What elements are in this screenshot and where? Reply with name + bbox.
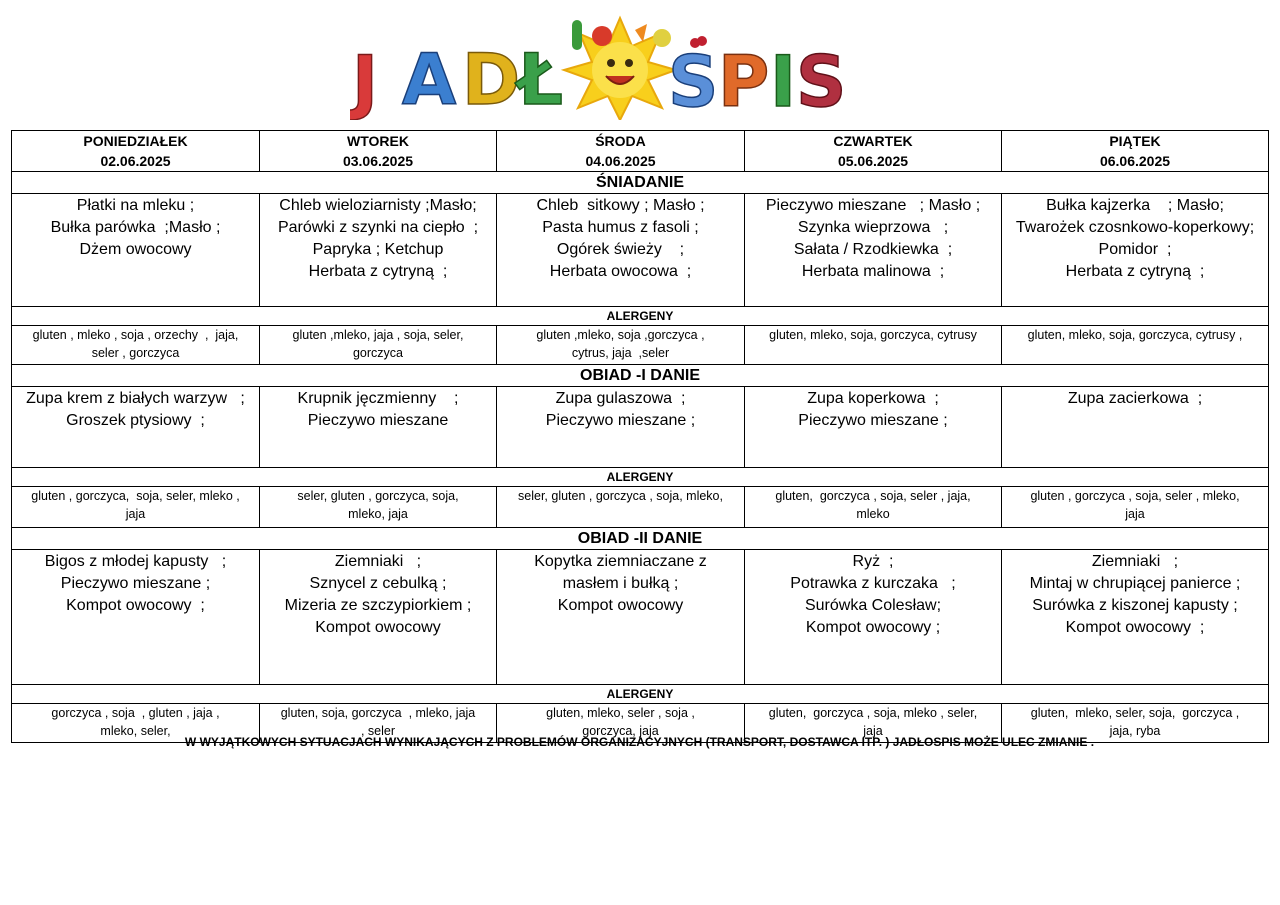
meals-row [12, 387, 1269, 468]
allergen-line: mleko, jaja [348, 507, 408, 521]
allergen-cell [260, 487, 497, 528]
section-title: ŚNIADANIE [12, 172, 1269, 194]
meal-line: Pasta humus z fasoli ; [542, 219, 699, 236]
day-name: PONIEDZIAŁEK [83, 133, 188, 149]
meal-line: Płatki na mleku ; [76, 197, 195, 214]
allergen-line: , seler [360, 724, 396, 738]
allergen-line: cytrus, jaja ,seler [571, 346, 670, 360]
allergen-line: jaja [1125, 507, 1145, 521]
allergen-line: gluten , mleko , soja , orzechy , jaja, [32, 328, 239, 342]
meal-line: Zupa zacierkowa ; [1067, 390, 1203, 407]
meal-cell [1002, 194, 1269, 307]
meals-row [12, 550, 1269, 685]
meal-line: Surówka Colesław; [804, 597, 942, 614]
meal-cell [260, 550, 497, 685]
day-header [260, 131, 497, 172]
allergen-cell [745, 326, 1002, 365]
day-name: PIĄTEK [1109, 133, 1161, 149]
allergen-line: gluten, soja, gorczyca , mleko, jaja [280, 706, 476, 720]
meal-line: Herbata z cytryną ; [308, 263, 448, 280]
allergen-line: gluten, mleko, soja, gorczyca, cytrusy , [1027, 328, 1243, 342]
day-header [1002, 131, 1269, 172]
meal-line: Pieczywo mieszane ; [798, 412, 948, 429]
footer-note: W WYJĄTKOWYCH SYTUACJACH WYNIKAJĄCYCH Z PROBLEMÓW ORGANIZACYJNYCH (TRANSPORT, DOSTAWCA ITP. ) JADŁOSPIS MOŻE ULEC ZMIANIE . [184, 735, 1095, 749]
day-date: 02.06.2025 [100, 153, 171, 169]
section-title: OBIAD -II DANIE [12, 528, 1269, 550]
day-date: 05.06.2025 [837, 153, 909, 169]
meal-line: Twarożek czosnkowo-koperkowy; [1015, 219, 1255, 236]
meal-cell [497, 387, 745, 468]
allergen-cell [260, 326, 497, 365]
meal-line: Bułka kajzerka ; Masło; [1046, 197, 1224, 214]
allergen-line: jaja [125, 507, 146, 521]
allergen-cell [12, 326, 260, 365]
meal-line: Kompot owocowy ; [66, 597, 205, 614]
meal-line: Mintaj w chrupiącej panierce ; [1029, 575, 1241, 592]
allergen-line: gluten ,mleko, soja ,gorczyca , [536, 328, 705, 342]
jadlospis-logo [350, 8, 865, 120]
meal-line: Potrawka z kurczaka ; [790, 575, 956, 592]
logo-letter-a: A [402, 39, 457, 120]
meals-row [12, 194, 1269, 307]
meal-line: Kompot owocowy [557, 597, 684, 614]
allergen-cell [12, 487, 260, 528]
meal-line: Bułka parówka ;Masło ; [50, 219, 221, 236]
meal-cell [260, 387, 497, 468]
day-date: 06.06.2025 [1099, 153, 1171, 169]
allergen-line: jaja, ryba [1109, 724, 1161, 738]
meal-line: Chleb wieloziarnisty ;Masło; [279, 197, 477, 214]
meal-cell [1002, 550, 1269, 685]
meal-line: Kopytka ziemniaczane z [534, 553, 707, 570]
logo-letter-d: D [462, 39, 521, 120]
meal-cell [497, 194, 745, 307]
allergen-line: gluten, mleko, seler, soja, gorczyca , [1030, 706, 1240, 720]
section-title-row [12, 365, 1269, 387]
allergen-line: seler, gluten , gorczyca, soja, [297, 489, 459, 503]
meal-line: Herbata malinowa ; [801, 263, 945, 280]
allergens-header-row [12, 307, 1269, 326]
meal-line: Chleb sitkowy ; Masło ; [536, 197, 705, 214]
meal-line: Pieczywo mieszane ; [545, 412, 696, 429]
meal-cell [745, 194, 1002, 307]
allergen-line: gorczyca [352, 346, 404, 360]
day-name: ŚRODA [595, 133, 646, 149]
logo-letter-s: S [668, 41, 719, 120]
allergens-label: ALERGENY [12, 685, 1269, 704]
day-header [12, 131, 260, 172]
allergen-line: seler, gluten , gorczyca , soja, mleko, [518, 489, 723, 503]
meal-line: Groszek ptysiowy ; [66, 412, 205, 429]
days-header-row [12, 131, 1269, 172]
meal-line: Ziemniaki ; [334, 553, 422, 570]
logo-letter-i: I [770, 41, 797, 120]
day-date: 03.06.2025 [342, 153, 414, 169]
meal-line: Surówka z kiszonej kapusty ; [1032, 597, 1238, 614]
meal-cell [12, 550, 260, 685]
menu-table [11, 130, 1269, 743]
meal-line: Sznycel z cebulką ; [309, 575, 447, 592]
allergens-label: ALERGENY [12, 307, 1269, 326]
meal-line: masłem i bułką ; [562, 575, 679, 592]
allergen-cell [1002, 326, 1269, 365]
meal-cell [1002, 387, 1269, 468]
allergens-header-row [12, 468, 1269, 487]
allergens-row [12, 326, 1269, 365]
section-title-row [12, 172, 1269, 194]
meal-line: Pieczywo mieszane [307, 412, 449, 429]
day-name: CZWARTEK [833, 133, 913, 149]
meal-line: Zupa gulaszowa ; [555, 390, 686, 407]
meal-line: Szynka wieprzowa ; [797, 219, 949, 236]
allergen-line: mleko, seler, [100, 724, 171, 738]
meal-line: Papryka ; Ketchup [312, 241, 444, 258]
allergen-line: jaja [863, 724, 883, 738]
meal-line: Dżem owocowy [79, 241, 192, 258]
section-title-row [12, 528, 1269, 550]
meal-line: Kompot owocowy ; [1065, 619, 1205, 636]
meal-line: Krupnik jęczmienny ; [297, 390, 459, 407]
logo-letter-p: P [718, 41, 770, 120]
allergen-line: mleko [856, 507, 890, 521]
meal-line: Mizeria ze szczypiorkiem ; [284, 597, 472, 614]
meal-line: Herbata z cytryną ; [1065, 263, 1205, 280]
allergen-line: gluten , gorczyca , soja, seler , mleko, [1030, 489, 1240, 503]
meal-cell [12, 194, 260, 307]
meal-line: Zupa krem z białych warzyw ; [26, 390, 245, 407]
day-header [497, 131, 745, 172]
meal-line: Bigos z młodej kapusty ; [44, 553, 227, 570]
meal-line: Zupa koperkowa ; [807, 390, 939, 407]
section-title: OBIAD -I DANIE [12, 365, 1269, 387]
allergen-cell [745, 487, 1002, 528]
meal-line: Pomidor ; [1098, 241, 1172, 258]
logo-letter-j: J [352, 41, 379, 120]
allergen-line: gluten, gorczyca , soja, seler , jaja, [775, 489, 971, 503]
meal-cell [497, 550, 745, 685]
meal-line: Ziemniaki ; [1091, 553, 1179, 570]
allergen-line: gluten ,mleko, jaja , soja, seler, [292, 328, 464, 342]
meal-line: Kompot owocowy ; [805, 619, 941, 636]
allergen-line: gluten, gorczyca , soja, mleko , seler, [768, 706, 978, 720]
allergens-header-row [12, 685, 1269, 704]
meal-line: Pieczywo mieszane ; [60, 575, 211, 592]
allergen-line: gluten, mleko, soja, gorczyca, cytrusy [769, 328, 977, 342]
meal-cell [12, 387, 260, 468]
allergen-line: gluten , gorczyca, soja, seler, mleko , [31, 489, 240, 503]
meal-cell [260, 194, 497, 307]
allergens-row [12, 487, 1269, 528]
meal-line: Ogórek świeży ; [556, 241, 685, 258]
allergens-label: ALERGENY [12, 468, 1269, 487]
meal-cell [745, 387, 1002, 468]
meal-cell [745, 550, 1002, 685]
day-date: 04.06.2025 [585, 153, 656, 169]
meal-line: Parówki z szynki na ciepło ; [277, 219, 479, 236]
logo-letter-s2: S [796, 41, 847, 120]
meal-line: Pieczywo mieszane ; Masło ; [765, 197, 981, 214]
meal-line: Kompot owocowy [315, 619, 441, 636]
meal-line: Herbata owocowa ; [549, 263, 692, 280]
logo-letter-l: Ł [518, 39, 563, 120]
day-header [745, 131, 1002, 172]
allergen-line: seler , gorczyca [91, 346, 180, 360]
meal-line: Ryż ; [852, 553, 894, 570]
allergen-cell [1002, 487, 1269, 528]
allergen-cell [497, 487, 745, 528]
allergen-line: gluten, mleko, seler , soja , [546, 706, 695, 720]
meal-line: Sałata / Rzodkiewka ; [793, 241, 953, 258]
allergen-line: gorczyca, jaja [582, 724, 659, 738]
allergen-cell [497, 326, 745, 365]
allergen-line: gorczyca , soja , gluten , jaja , [51, 706, 220, 720]
day-name: WTOREK [347, 133, 409, 149]
